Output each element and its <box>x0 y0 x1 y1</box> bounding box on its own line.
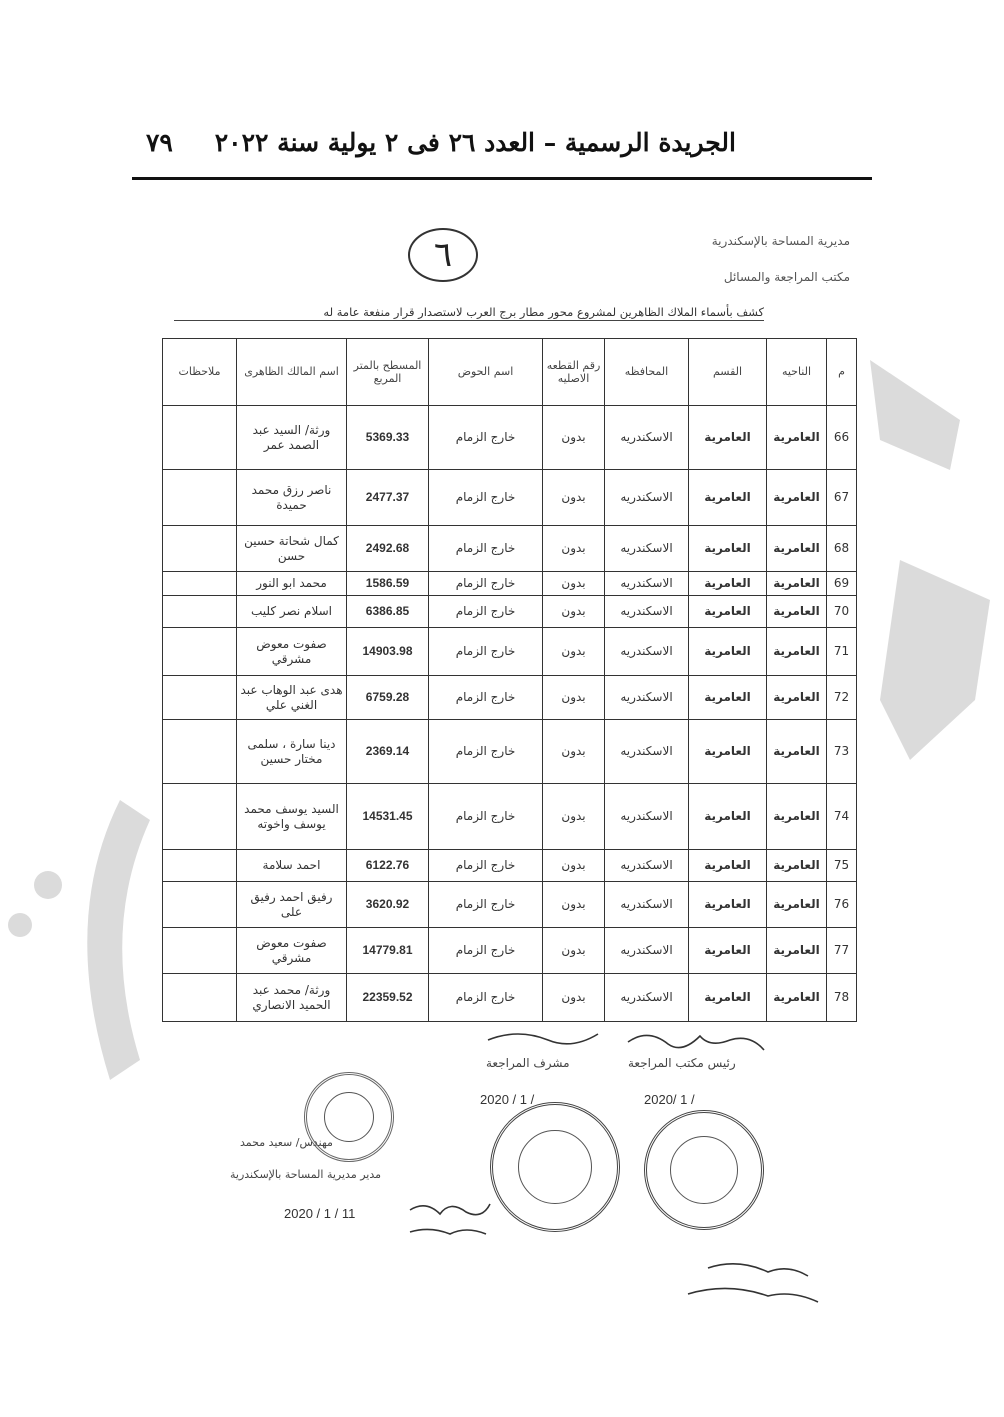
cell-nahia: العامرية <box>767 882 827 928</box>
cell-plot: بدون <box>543 526 605 572</box>
cell-plot: بدون <box>543 882 605 928</box>
cell-plot: بدون <box>543 676 605 720</box>
table-row <box>163 572 857 596</box>
cell-index: 72 <box>827 676 857 720</box>
table-header-row <box>163 339 857 406</box>
table-row <box>163 882 857 928</box>
cell-governorate: الاسكندريه <box>605 470 689 526</box>
cell-basin: خارج الزمام <box>429 720 543 784</box>
cell-notes <box>163 928 237 974</box>
cell-area: 2477.37 <box>347 470 429 526</box>
col-header: رقم القطعه الاصليه <box>543 339 605 406</box>
signature-date-right: 2020/ 1 / <box>644 1092 695 1107</box>
cell-index: 66 <box>827 406 857 470</box>
col-header: ملاحظات <box>163 339 237 406</box>
cell-notes <box>163 470 237 526</box>
cell-owner: رفيق احمد رفيق على <box>237 882 347 928</box>
cell-owner: كمال شحاتة حسين حسن <box>237 526 347 572</box>
cell-index: 69 <box>827 572 857 596</box>
cell-owner: صفوت معوض مشرقي <box>237 928 347 974</box>
table-row <box>163 526 857 572</box>
sheet-number: ٦ <box>408 228 478 282</box>
cell-area: 14531.45 <box>347 784 429 850</box>
cell-qism: العامرية <box>689 974 767 1022</box>
engineer-label: مهندس/ سعيد محمد <box>240 1136 333 1149</box>
cell-basin: خارج الزمام <box>429 784 543 850</box>
cell-nahia: العامرية <box>767 406 827 470</box>
cell-basin: خارج الزمام <box>429 628 543 676</box>
cell-plot: بدون <box>543 974 605 1022</box>
table-row <box>163 850 857 882</box>
cell-governorate: الاسكندريه <box>605 720 689 784</box>
cell-nahia: العامرية <box>767 784 827 850</box>
cell-qism: العامرية <box>689 850 767 882</box>
cell-basin: خارج الزمام <box>429 526 543 572</box>
cell-basin: خارج الزمام <box>429 676 543 720</box>
cell-nahia: العامرية <box>767 572 827 596</box>
table-row <box>163 928 857 974</box>
cell-notes <box>163 628 237 676</box>
cell-basin: خارج الزمام <box>429 850 543 882</box>
cell-index: 76 <box>827 882 857 928</box>
col-header: المحافظه <box>605 339 689 406</box>
col-header: القسم <box>689 339 767 406</box>
cell-index: 67 <box>827 470 857 526</box>
cell-qism: العامرية <box>689 596 767 628</box>
cell-area: 6386.85 <box>347 596 429 628</box>
cell-basin: خارج الزمام <box>429 928 543 974</box>
cell-qism: العامرية <box>689 928 767 974</box>
official-seal-small <box>304 1072 394 1162</box>
cell-plot: بدون <box>543 628 605 676</box>
col-header: الناحيه <box>767 339 827 406</box>
cell-owner: هدى عبد الوهاب عبد الغني علي <box>237 676 347 720</box>
cell-plot: بدون <box>543 784 605 850</box>
cell-notes <box>163 526 237 572</box>
cell-basin: خارج الزمام <box>429 974 543 1022</box>
department-line-1: مديرية المساحة بالإسكندرية <box>711 234 850 248</box>
cell-governorate: الاسكندريه <box>605 928 689 974</box>
table-row <box>163 628 857 676</box>
cell-area: 1586.59 <box>347 572 429 596</box>
cell-notes <box>163 406 237 470</box>
cell-owner: ناصر رزق محمد حميدة <box>237 470 347 526</box>
owners-table <box>162 338 857 1022</box>
director-date: 2020 / 1 / 11 <box>284 1206 356 1221</box>
official-seal-eagle <box>490 1102 620 1232</box>
table-row <box>163 676 857 720</box>
cell-plot: بدون <box>543 850 605 882</box>
cell-qism: العامرية <box>689 406 767 470</box>
cell-area: 14779.81 <box>347 928 429 974</box>
cell-governorate: الاسكندريه <box>605 850 689 882</box>
cell-owner: محمد ابو النور <box>237 572 347 596</box>
page-number: ٧٩ <box>146 128 173 157</box>
cell-owner: ورثة/ محمد عبد الحميد الانصاري <box>237 974 347 1022</box>
cell-area: 5369.33 <box>347 406 429 470</box>
cell-governorate: الاسكندريه <box>605 572 689 596</box>
cell-owner: دينا سارة ، سلمى مختار حسين <box>237 720 347 784</box>
cell-plot: بدون <box>543 572 605 596</box>
cell-index: 73 <box>827 720 857 784</box>
cell-index: 78 <box>827 974 857 1022</box>
cell-nahia: العامرية <box>767 720 827 784</box>
cell-qism: العامرية <box>689 526 767 572</box>
cell-plot: بدون <box>543 720 605 784</box>
cell-area: 3620.92 <box>347 882 429 928</box>
cell-qism: العامرية <box>689 470 767 526</box>
cell-owner: احمد سلامة <box>237 850 347 882</box>
director-label: مدير مديرية المساحة بالإسكندرية <box>230 1168 382 1181</box>
table-row <box>163 974 857 1022</box>
cell-governorate: الاسكندريه <box>605 676 689 720</box>
col-header: اسم المالك الظاهرى <box>237 339 347 406</box>
signature-date-left: 2020 / 1 / <box>480 1092 535 1107</box>
cell-area: 6759.28 <box>347 676 429 720</box>
col-header: المسطح بالمتر المربع <box>347 339 429 406</box>
cell-basin: خارج الزمام <box>429 572 543 596</box>
cell-qism: العامرية <box>689 720 767 784</box>
cell-nahia: العامرية <box>767 596 827 628</box>
cell-owner: صفوت معوض مشرقي <box>237 628 347 676</box>
cell-qism: العامرية <box>689 628 767 676</box>
document-title: كشف بأسماء الملاك الظاهرين لمشروع محور مطار برج العرب لاستصدار قرار منفعة عامة له <box>174 305 764 321</box>
cell-basin: خارج الزمام <box>429 406 543 470</box>
cell-plot: بدون <box>543 596 605 628</box>
seal-emblem <box>518 1130 592 1204</box>
cell-area: 2492.68 <box>347 526 429 572</box>
cell-nahia: العامرية <box>767 526 827 572</box>
cell-owner: السيد يوسف محمد يوسف واخوته <box>237 784 347 850</box>
signature-block <box>148 1020 866 1340</box>
cell-nahia: العامرية <box>767 470 827 526</box>
cell-area: 2369.14 <box>347 720 429 784</box>
cell-nahia: العامرية <box>767 850 827 882</box>
cell-qism: العامرية <box>689 784 767 850</box>
cell-notes <box>163 784 237 850</box>
seal-emblem <box>670 1136 738 1204</box>
cell-notes <box>163 596 237 628</box>
cell-area: 6122.76 <box>347 850 429 882</box>
table-row <box>163 596 857 628</box>
cell-index: 75 <box>827 850 857 882</box>
cell-governorate: الاسكندريه <box>605 526 689 572</box>
cell-notes <box>163 850 237 882</box>
cell-notes <box>163 720 237 784</box>
cell-owner: اسلام نصر كليب <box>237 596 347 628</box>
col-header: اسم الحوض <box>429 339 543 406</box>
cell-nahia: العامرية <box>767 974 827 1022</box>
cell-notes <box>163 572 237 596</box>
department-line-2: مكتب المراجعة والمسائل <box>723 270 850 284</box>
cell-qism: العامرية <box>689 882 767 928</box>
scanned-document <box>148 192 866 1072</box>
cell-index: 74 <box>827 784 857 850</box>
cell-governorate: الاسكندريه <box>605 882 689 928</box>
official-seal-eagle <box>644 1110 764 1230</box>
cell-basin: خارج الزمام <box>429 882 543 928</box>
head-review-office-label: رئيس مكتب المراجعة <box>628 1056 736 1070</box>
cell-qism: العامرية <box>689 572 767 596</box>
cell-notes <box>163 676 237 720</box>
cell-nahia: العامرية <box>767 628 827 676</box>
cell-governorate: الاسكندريه <box>605 596 689 628</box>
col-header: م <box>827 339 857 406</box>
cell-qism: العامرية <box>689 676 767 720</box>
cell-governorate: الاسكندريه <box>605 784 689 850</box>
seal-emblem <box>324 1092 375 1143</box>
cell-index: 71 <box>827 628 857 676</box>
cell-nahia: العامرية <box>767 676 827 720</box>
header-rule <box>132 177 872 180</box>
cell-nahia: العامرية <box>767 928 827 974</box>
cell-index: 70 <box>827 596 857 628</box>
table-row <box>163 784 857 850</box>
page-header <box>0 0 1004 200</box>
cell-area: 22359.52 <box>347 974 429 1022</box>
table-row <box>163 406 857 470</box>
cell-plot: بدون <box>543 406 605 470</box>
cell-index: 77 <box>827 928 857 974</box>
cell-area: 14903.98 <box>347 628 429 676</box>
review-supervisor-label: مشرف المراجعة <box>486 1056 570 1070</box>
cell-owner: ورثة/ السيد عبد الصمد عمر <box>237 406 347 470</box>
table-row <box>163 720 857 784</box>
cell-plot: بدون <box>543 470 605 526</box>
cell-basin: خارج الزمام <box>429 596 543 628</box>
cell-governorate: الاسكندريه <box>605 974 689 1022</box>
cell-notes <box>163 882 237 928</box>
cell-index: 68 <box>827 526 857 572</box>
cell-governorate: الاسكندريه <box>605 406 689 470</box>
cell-basin: خارج الزمام <box>429 470 543 526</box>
gazette-title: الجريدة الرسمية – العدد ٢٦ فى ٢ يولية سنة ٢٠٢٢ <box>214 128 736 157</box>
table-row <box>163 470 857 526</box>
cell-plot: بدون <box>543 928 605 974</box>
cell-notes <box>163 974 237 1022</box>
cell-governorate: الاسكندريه <box>605 628 689 676</box>
